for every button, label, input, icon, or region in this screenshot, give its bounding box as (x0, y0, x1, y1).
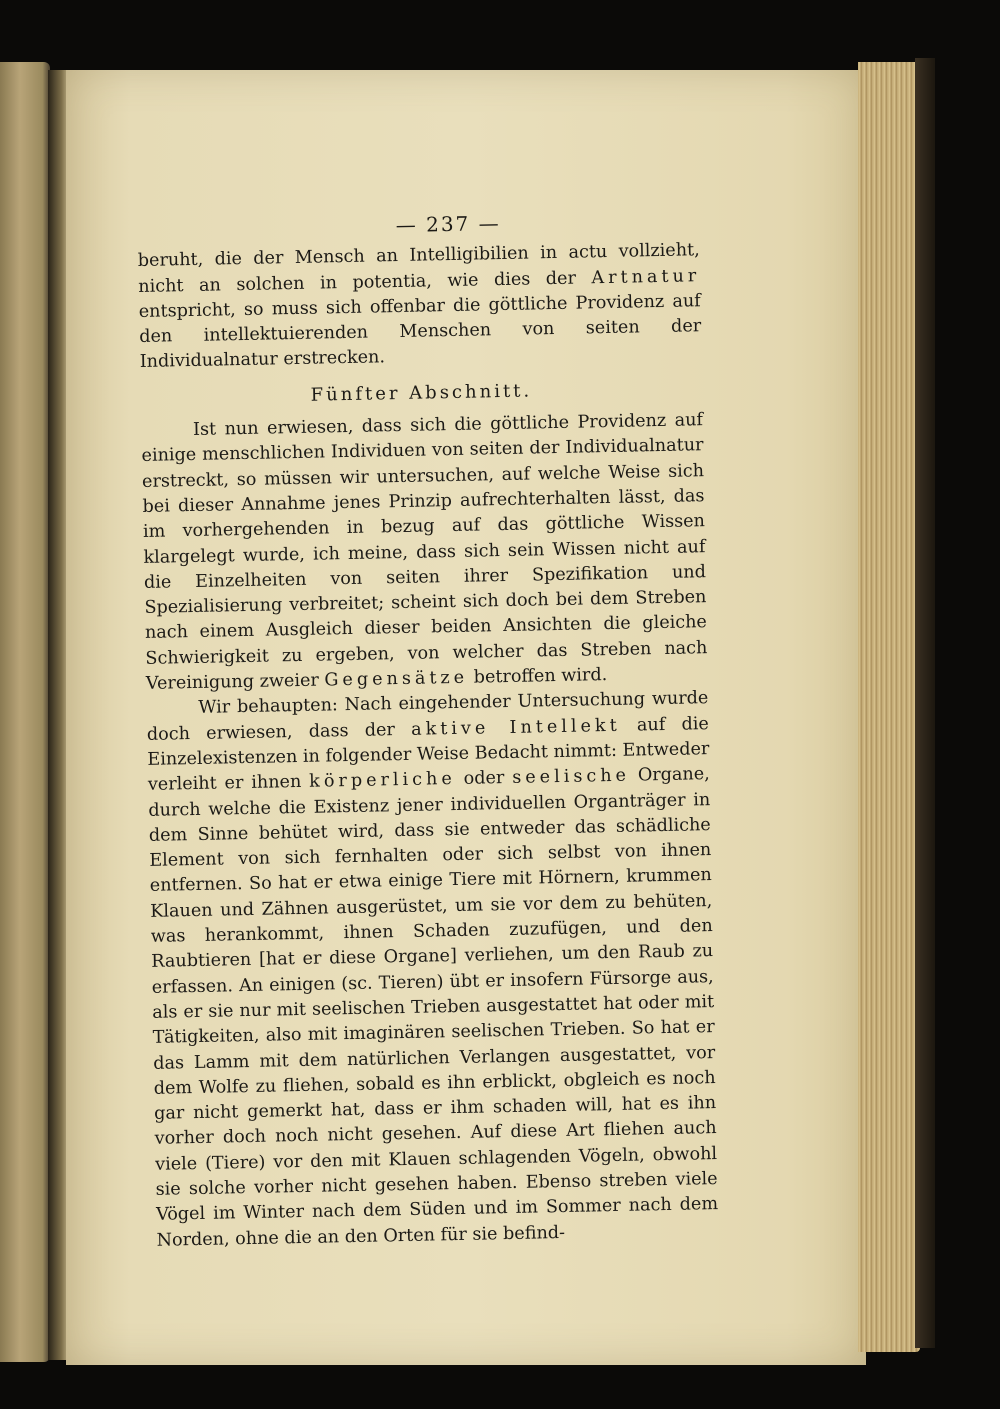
spaced-term: Artnatur (591, 265, 701, 288)
spaced-term: körperliche (309, 769, 456, 793)
paragraph-1-text-1: beruht, die der Mensch an Intelligibilien in actu vollzieht, nicht an solchen in potentia, wie dies der (137, 240, 700, 297)
paragraph-2-text-2: betroffen wird. (467, 665, 608, 688)
page-number: — 237 — (395, 211, 501, 238)
spaced-term: Gegensätze (324, 667, 469, 691)
paragraph-3-text-1: Wir behaupten: Nach eingehender Untersuchung wurde doch erwiesen, dass der (146, 688, 709, 745)
spaced-term: seelische (512, 765, 631, 789)
paragraph-3 (146, 686, 719, 1253)
page-stack-edge (858, 62, 920, 1352)
paragraph-3-text-3: oder (455, 768, 513, 790)
paragraph-1-text-2: entspricht, so muss sich offenbar die göttliche Providenz auf den intellektuierenden Menschen von seiten der Individualnatur erstrecken. (138, 291, 702, 373)
left-page-edge (0, 62, 50, 1362)
paragraph-2 (141, 408, 708, 697)
paragraph-1 (138, 239, 702, 376)
book-cover-edge (915, 58, 935, 1348)
page-text (137, 207, 719, 1253)
paragraph-3-text-4: Organe, durch welche die Existenz jener individuellen Organträger in dem Sinne behütet wird, dass sie entweder das schädliche Element von sich fernhalten oder sich selbst von ihnen entfernen. So hat er etwa einige Tiere mit Hörnern, krummen Klauen und Zähnen ausgerüstet, um sie vor dem zu behüten, was herankommt, ihnen Schaden zuzufügen, und den Raubtieren [hat er diese Organe] verliehen, um den Raub zu erfassen. An einigen (sc. Tieren) übt er insofern Fürsorge aus, als er sie nur mit seelischen Trieben ausgestattet hat oder mit Tätigkeiten, also mit imaginären seelischen Trieben. So hat er das Lamm mit dem natürlichen Verlangen ausgestattet, vor dem Wolfe zu fliehen, sobald es ihn erblickt, obgleich es noch gar nicht gemerkt hat, dass er ihm schaden will, hat es ihn vorher doch noch nicht gesehen. Auf diese Art fliehen auch viele (Tiere) vor den mit Klauen schlagenden Vögeln, obwohl sie solche vorher nicht gesehen haben. Ebenso streben viele Vögel im Winter nach dem Süden und im Sommer nach dem Norden, ohne die an den Orten für sie befind- (148, 764, 719, 1251)
paragraph-2-text-1: Ist nun erwiesen, dass sich die göttliche Providenz auf einige menschlichen Individuen von seiten der Individualnatur erstreckt, so müssen wir untersuchen, auf welche Weise sich bei dieser Annahme jenes Prinzip aufrechterhalten lässt, das im vorhergehenden in bezug auf das göttliche Wissen klargelegt wurde, ich meine, dass sich sein Wissen nicht auf die Einzelheiten von seiten ihrer Spezifikation und Spezialisierung verbreitet; scheint sich doch bei dem Streben nach einem Ausgleich dieser beiden Ansichten die gleiche Schwierigkeit zu ergeben, von welcher das Streben nach Vereinigung zweier (141, 410, 708, 694)
section-heading: Fünfter Abschnitt. (310, 380, 533, 406)
spaced-term: aktive Intellekt (410, 715, 621, 740)
paragraph-3-text-2: auf die Einzelexistenzen in folgender Weise Bedacht nimmt: Entweder verleiht er ihnen (147, 713, 710, 796)
